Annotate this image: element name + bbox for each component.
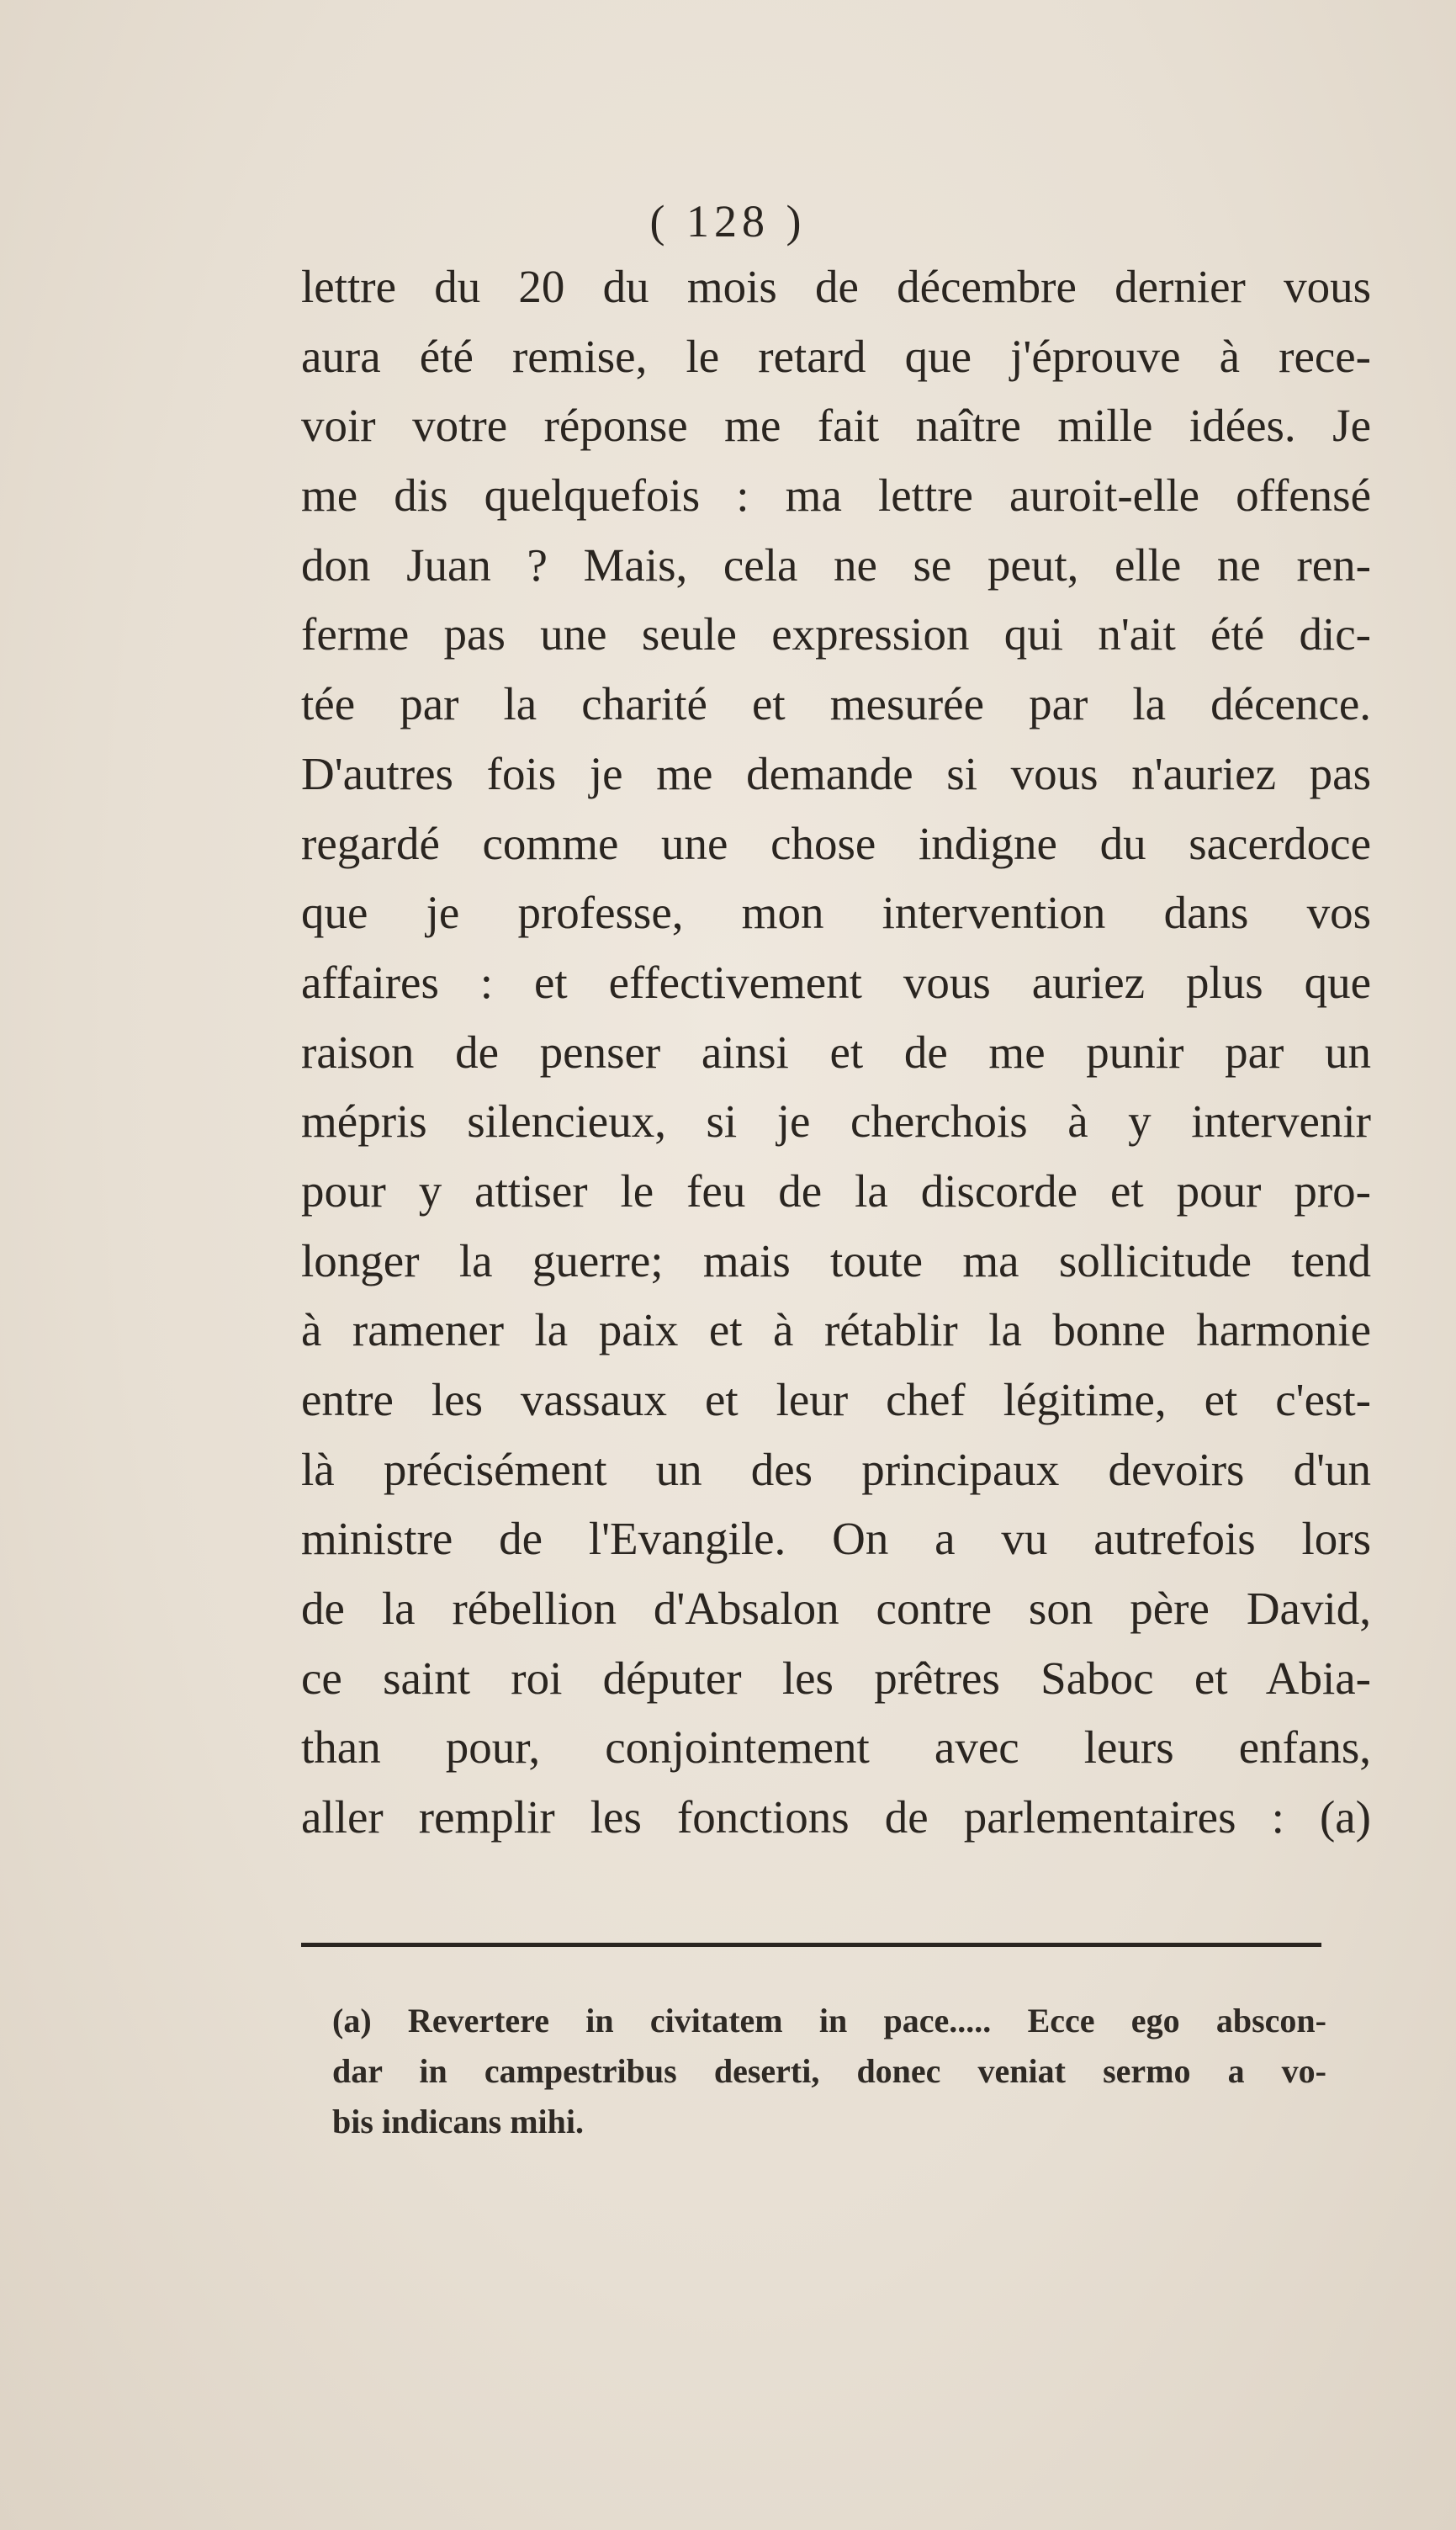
- text-line: voir votre réponse me fait naître mille idées. Je: [301, 400, 1371, 452]
- text-line: à ramener la paix et à rétablir la bonne harmonie: [301, 1304, 1371, 1356]
- text-line: ferme pas une seule expression qui n'ait été dic-: [301, 608, 1371, 660]
- text-line: regardé comme une chose indigne du sacerdoce: [301, 817, 1371, 869]
- text-line: là précisément un des principaux devoirs d'un: [301, 1443, 1371, 1495]
- footnote-line: bis indicans mihi.: [332, 2103, 585, 2140]
- text-line: raison de penser ainsi et de me punir par un: [301, 1026, 1371, 1078]
- footnote: [332, 1996, 1326, 2147]
- page-number: ( 128 ): [649, 196, 807, 247]
- text-line: longer la guerre; mais toute ma sollicitude tend: [301, 1234, 1371, 1286]
- text-line: ce saint roi députer les prêtres Saboc et Abia-: [301, 1652, 1371, 1704]
- body-text: [301, 252, 1371, 1853]
- text-line: entre les vassaux et leur chef légitime, et c'est-: [301, 1374, 1371, 1425]
- text-line: mépris silencieux, si je cherchois à y intervenir: [301, 1095, 1371, 1148]
- text-line: pour y attiser le feu de la discorde et pour pro-: [301, 1164, 1371, 1217]
- footnote-line: dar in campestribus deserti, donec veniat sermo a vo-: [332, 2052, 1326, 2090]
- text-line: than pour, conjointement avec leurs enfans,: [301, 1721, 1371, 1774]
- text-line: D'autres fois je me demande si vous n'auriez pas: [301, 747, 1371, 799]
- text-line: don Juan ? Mais, cela ne se peut, elle ne ren-: [301, 538, 1371, 591]
- text-line: tée par la charité et mesurée par la décence.: [301, 678, 1371, 730]
- footnote-divider: [301, 1943, 1321, 1947]
- text-line: aura été remise, le retard que j'éprouve à rece-: [301, 330, 1371, 382]
- text-line: affaires : et effectivement vous auriez plus que: [301, 956, 1371, 1008]
- text-line: me dis quelquefois : ma lettre auroit-elle offensé: [301, 469, 1371, 522]
- text-line: de la rébellion d'Absalon contre son père David,: [301, 1583, 1371, 1635]
- text-line: lettre du 20 du mois de décembre dernier vous: [301, 261, 1371, 312]
- footnote-line: (a) Revertere in civitatem in pace..... Ecce ego abscon-: [332, 2002, 1326, 2039]
- text-line: aller remplir les fonctions de parlementaires : (a): [301, 1791, 1371, 1843]
- text-line: que je professe, mon intervention dans vos: [301, 887, 1371, 939]
- text-line: ministre de l'Evangile. On a vu autrefois lors: [301, 1513, 1371, 1565]
